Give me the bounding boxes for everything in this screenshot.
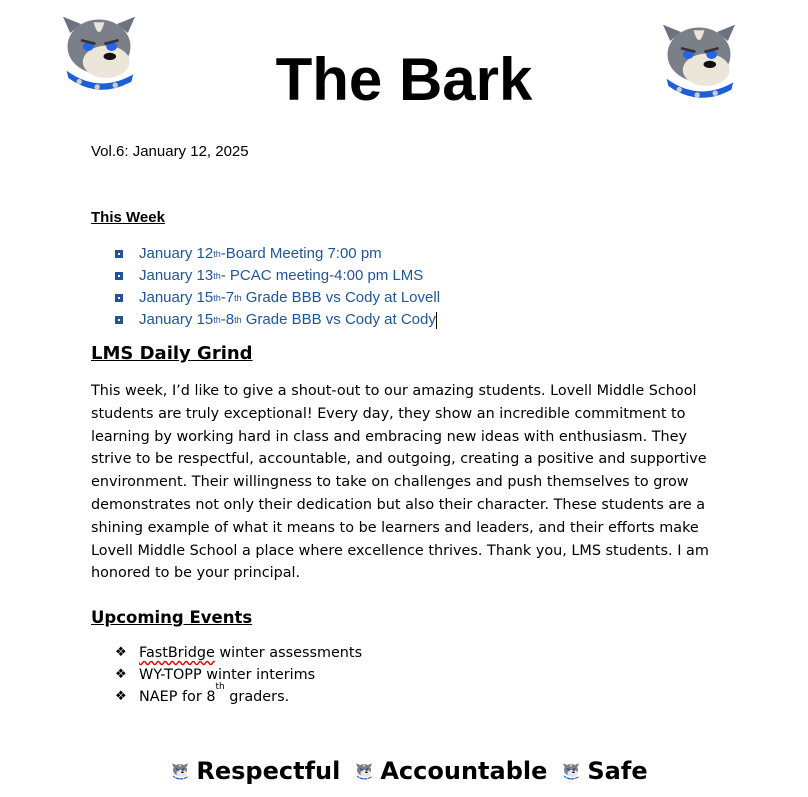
diamond-bullet-icon: ❖	[115, 689, 127, 704]
list-item: January 15 th -7 th Grade BBB vs Cody at Lovell	[115, 287, 440, 309]
events-list	[115, 643, 362, 709]
newsletter-title: The Bark	[275, 46, 533, 113]
bulldog-mascot-icon	[561, 761, 581, 781]
square-bullet-icon	[115, 250, 123, 258]
list-item: ❖ FastBridge winter assessments	[115, 643, 362, 665]
diamond-bullet-icon: ❖	[115, 645, 127, 660]
list-item: January 12 th -Board Meeting 7:00 pm	[115, 243, 440, 265]
text-cursor	[436, 312, 437, 329]
list-item: ❖ WY-TOPP winter interims	[115, 665, 362, 687]
square-bullet-icon	[115, 294, 123, 302]
square-bullet-icon	[115, 316, 123, 324]
this-week-heading: This Week	[91, 209, 165, 226]
bulldog-mascot-icon	[170, 761, 190, 781]
bulldog-mascot-icon	[354, 761, 374, 781]
diamond-bullet-icon: ❖	[115, 667, 127, 682]
square-bullet-icon	[115, 272, 123, 280]
upcoming-events-heading: Upcoming Events	[91, 608, 253, 627]
volume-date: Vol.6: January 12, 2025	[91, 143, 249, 160]
this-week-list	[115, 243, 440, 331]
daily-grind-heading: LMS Daily Grind	[91, 343, 253, 364]
daily-grind-body: This week, I’d like to give a shout-out to our amazing students. Lovell Middle School students are truly exceptional! Every day, they show an incredible commitment to learning by working hard in class and embracing new ideas with enthusiasm. They strive to be respectful, accountable, and outgoing, creating a positive and supportive environment. Their willingness to take on challenges and push themselves to grow demonstrates not only their dedication but also their character. These students are a shining example of what it means to be learners and leaders, and their efforts make Lovell Middle School a place where excellence thrives. Thank you, LMS students. I am honored to be your principal.	[91, 383, 709, 582]
list-item: January 13 th - PCAC meeting-4:00 pm LMS	[115, 265, 440, 287]
school-values-footer: Respectful Accountable Safe	[0, 757, 808, 785]
list-item: ❖ NAEP for 8 th graders.	[115, 687, 362, 709]
list-item: January 15 th -8 th Grade BBB vs Cody at Cody	[115, 309, 440, 331]
